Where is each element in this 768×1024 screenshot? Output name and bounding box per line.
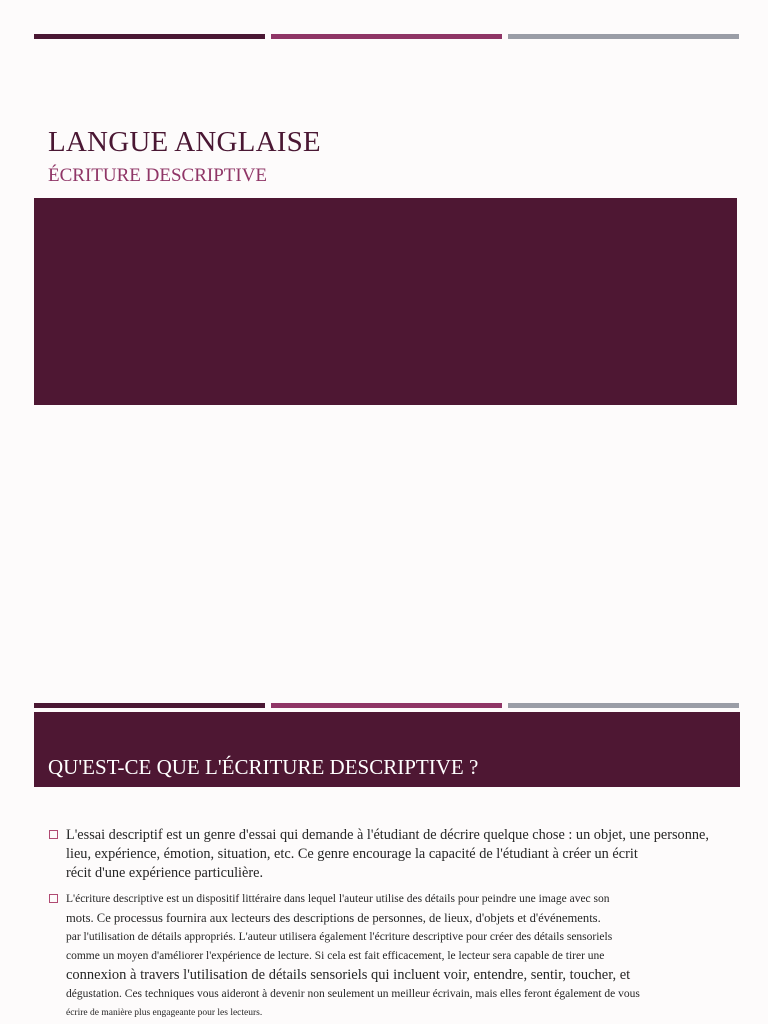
top-stripe-gray [508,34,739,39]
bullet-text-line: récit d'une expérience particulière. [66,865,264,881]
bullet-item-2 [48,890,744,1023]
top-stripe-dark [34,34,265,39]
bullet-item-1 [48,826,744,883]
square-bullet-icon [49,830,58,839]
slide2-stripe-dark [34,703,265,708]
slide2-header-bar [34,712,740,787]
bullet-list [48,826,744,1023]
bullet-text-line: lieu, expérience, émotion, situation, etc. Ce genre encourage la capacité de l'étudiant à créer un écrit [66,846,638,862]
slide2-stripe-gray [508,703,739,708]
slide-subtitle: ÉCRITURE DESCRIPTIVE [48,165,268,186]
bullet-text-line: mots. Ce processus fournira aux lecteurs des descriptions de personnes, de lieux, d'objets et d'événements. [66,911,601,925]
top-stripe-magenta [271,34,502,39]
bullet-text-line: connexion à travers l'utilisation de détails sensoriels qui incluent voir, entendre, sentir, toucher, et [66,967,631,983]
bullet-text-line: L'essai descriptif est un genre d'essai qui demande à l'étudiant de décrire quelque chose : un objet, une personne, [66,827,709,843]
square-bullet-icon [49,894,58,903]
bullet-text-line: L'écriture descriptive est un dispositif littéraire dans lequel l'auteur utilise des détails pour peindre une image avec son [66,893,610,905]
bullet-text-line: dégustation. Ces techniques vous aideront à devenir non seulement un meilleur écrivain, mais elles feront également de vous [66,988,640,1000]
slide2-stripe-magenta [271,703,502,708]
slide-title: LANGUE ANGLAISE [48,126,321,158]
slide2-title: QU'EST-CE QUE L'ÉCRITURE DESCRIPTIVE ? [48,755,479,779]
bullet-text-line: écrire de manière plus engageante pour les lecteurs. [66,1008,263,1018]
bullet-text-line: par l'utilisation de détails appropriés. L'auteur utilisera également l'écriture descriptive pour créer des détails sensoriels [66,931,613,943]
title-color-block [34,198,737,405]
bullet-text-line: comme un moyen d'améliorer l'expérience de lecture. Si cela est fait efficacement, le lecteur sera capable de tirer une [66,950,605,962]
